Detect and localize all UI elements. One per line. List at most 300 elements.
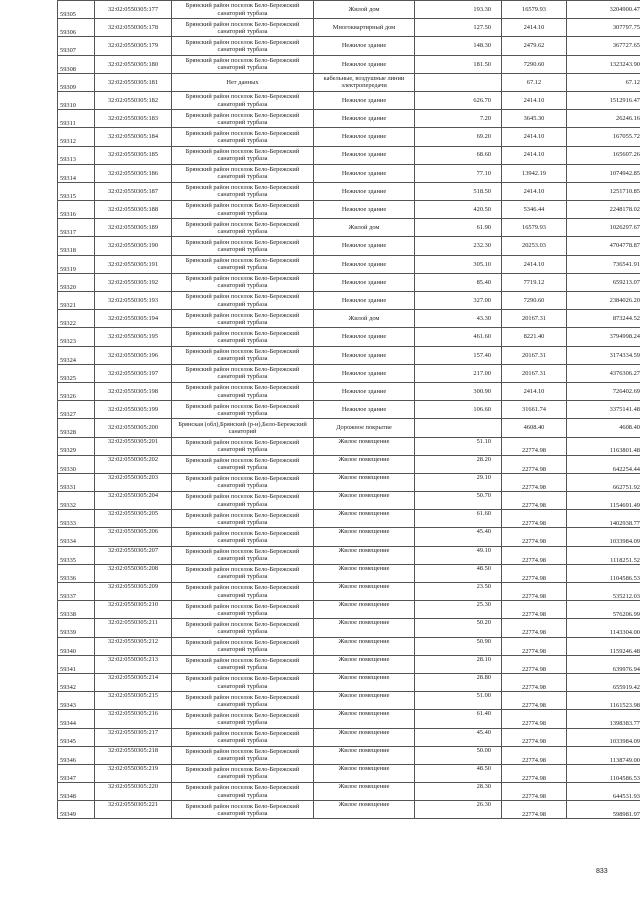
address-cell: [172, 182, 314, 200]
cadastral-cost-cell: 662751.92: [567, 473, 640, 491]
cadastral-number-cell: 32:02:0550305:184: [95, 128, 172, 146]
row-number-cell: 59340: [58, 637, 95, 655]
cadastral-cost-cell: 167055.72: [567, 128, 640, 146]
area-cell: 28.30: [415, 783, 502, 801]
object-type-cell: Жилое помещение: [314, 455, 415, 473]
address-cell: [172, 201, 314, 219]
address-cell: [172, 619, 314, 637]
area-cell: 77.10: [415, 164, 502, 182]
cadastral-cost-cell: 1161523.98: [567, 692, 640, 710]
address-line: санаторий турбаза: [217, 518, 268, 526]
cadastral-cost-cell: 598981.97: [567, 801, 640, 819]
cadastral-number-cell: 32:02:0550305:218: [95, 746, 172, 764]
address-line: Брянский район поселок Бело-Бережский: [185, 638, 300, 646]
table-row: [58, 164, 640, 182]
area-cell: 7.20: [415, 110, 502, 128]
address-cell: [172, 601, 314, 619]
address-line: Брянский район поселок Бело-Бережский: [185, 566, 300, 574]
table-row: [58, 637, 640, 655]
cadastral-number-cell: 32:02:0550305:213: [95, 655, 172, 673]
area-cell: 68.60: [415, 146, 502, 164]
address-line: санаторий турбаза: [217, 627, 268, 635]
area-cell: 148.30: [415, 37, 502, 55]
address-line: санаторий турбаза: [217, 464, 268, 472]
address-line: Брянский район поселок Бело-Бережский: [185, 529, 300, 537]
unit-price-cell: 20167.31: [502, 346, 567, 364]
object-type-cell: Жилое помещение: [314, 783, 415, 801]
row-number-cell: 59315: [58, 182, 95, 200]
cadastral-number-cell: 32:02:0550305:192: [95, 273, 172, 291]
unit-price-cell: 22774.98: [502, 710, 567, 728]
address-line: Брянский район поселок Бело-Бережский: [185, 402, 300, 410]
address-line: санаторий турбаза: [217, 318, 268, 326]
object-type-cell: Нежилое здание: [314, 146, 415, 164]
cadastral-number-cell: 32:02:0550305:201: [95, 437, 172, 455]
unit-price-cell: 22774.98: [502, 583, 567, 601]
cadastral-cost-cell: 3204900.47: [567, 1, 640, 19]
row-number-cell: 59319: [58, 255, 95, 273]
table-row: [58, 273, 640, 291]
object-type-cell: Жилое помещение: [314, 655, 415, 673]
cadastral-number-cell: 32:02:0550305:202: [95, 455, 172, 473]
cadastral-cost-cell: 535212.03: [567, 583, 640, 601]
address-line: Брянский район поселок Бело-Бережский: [185, 511, 300, 519]
table-row: [58, 746, 640, 764]
address-line: санаторий турбаза: [217, 791, 268, 799]
area-cell: 69.20: [415, 128, 502, 146]
area-cell: 45.40: [415, 528, 502, 546]
cadastral-number-cell: 32:02:0550305:195: [95, 328, 172, 346]
row-number-cell: 59330: [58, 455, 95, 473]
table-row: [58, 346, 640, 364]
cadastral-cost-cell: 1163801.48: [567, 437, 640, 455]
unit-price-cell: 22774.98: [502, 728, 567, 746]
cadastral-number-cell: 32:02:0550305:220: [95, 783, 172, 801]
cadastral-number-cell: 32:02:0550305:193: [95, 292, 172, 310]
table-row: [58, 1, 640, 19]
cadastral-cost-cell: 655919.42: [567, 673, 640, 691]
row-number-cell: 59307: [58, 37, 95, 55]
address-line: санаторий: [228, 427, 257, 435]
address-line: санаторий турбаза: [217, 500, 268, 508]
row-number-cell: 59306: [58, 19, 95, 37]
address-line: санаторий турбаза: [217, 355, 268, 363]
table-row: [58, 764, 640, 782]
area-cell: 61.40: [415, 710, 502, 728]
table-row: [58, 728, 640, 746]
address-line: Брянский район поселок Бело-Бережский: [185, 784, 300, 792]
object-type-cell: Жилое помещение: [314, 801, 415, 819]
cadastral-table: [57, 0, 640, 819]
address-cell: [172, 255, 314, 273]
cadastral-number-cell: 32:02:0550305:214: [95, 673, 172, 691]
table-row: [58, 473, 640, 491]
address-cell: [172, 310, 314, 328]
unit-price-cell: 22774.98: [502, 637, 567, 655]
address-line: Брянский район поселок Бело-Бережский: [185, 56, 300, 64]
cadastral-cost-cell: 165607.26: [567, 146, 640, 164]
address-cell: [172, 637, 314, 655]
area-cell: 29.10: [415, 473, 502, 491]
address-line: санаторий турбаза: [217, 9, 268, 17]
unit-price-cell: 22774.98: [502, 510, 567, 528]
cadastral-number-cell: 32:02:0550305:205: [95, 510, 172, 528]
object-type-cell: Нежилое здание: [314, 55, 415, 73]
cadastral-cost-cell: 726402.69: [567, 382, 640, 400]
address-line: Брянский район поселок Бело-Бережский: [185, 802, 300, 810]
unit-price-cell: 2414.10: [502, 182, 567, 200]
row-number-cell: 59309: [58, 73, 95, 91]
row-number-cell: 59347: [58, 764, 95, 782]
address-line: Брянский район поселок Бело-Бережский: [185, 384, 300, 392]
unit-price-cell: 7719.12: [502, 273, 567, 291]
table-row: [58, 128, 640, 146]
address-line: санаторий турбаза: [217, 64, 268, 72]
unit-price-cell: 22774.98: [502, 455, 567, 473]
address-line: санаторий турбаза: [217, 391, 268, 399]
area-cell: 50.90: [415, 637, 502, 655]
object-type-cell: Нежилое здание: [314, 255, 415, 273]
table-row: [58, 255, 640, 273]
row-number-cell: 59343: [58, 692, 95, 710]
address-line: Брянский район поселок Бело-Бережский: [185, 657, 300, 665]
address-line: санаторий турбаза: [217, 809, 268, 817]
object-type-cell: Нежилое здание: [314, 273, 415, 291]
row-number-cell: 59336: [58, 564, 95, 582]
area-cell: 50.70: [415, 492, 502, 510]
area-cell: 217.00: [415, 364, 502, 382]
table-row: [58, 601, 640, 619]
address-cell: [172, 764, 314, 782]
area-cell: 51.10: [415, 437, 502, 455]
table-row: [58, 219, 640, 237]
row-number-cell: 59335: [58, 546, 95, 564]
address-line: санаторий турбаза: [217, 664, 268, 672]
page-number: 833: [596, 868, 608, 875]
row-number-cell: 59329: [58, 437, 95, 455]
address-line: Брянский район поселок Бело-Бережский: [185, 20, 300, 28]
address-line: Брянский район поселок Бело-Бережский: [185, 620, 300, 628]
cadastral-number-cell: 32:02:0550305:183: [95, 110, 172, 128]
cadastral-number-cell: 32:02:0550305:177: [95, 1, 172, 19]
address-line: санаторий турбаза: [217, 45, 268, 53]
cadastral-cost-cell: 2384026.20: [567, 292, 640, 310]
address-line: санаторий турбаза: [217, 409, 268, 417]
address-line: Брянский район поселок Бело-Бережский: [185, 748, 300, 756]
unit-price-cell: 22774.98: [502, 492, 567, 510]
cadastral-cost-cell: 3794998.24: [567, 328, 640, 346]
object-type-cell: Жилое помещение: [314, 692, 415, 710]
object-type-cell: Жилое помещение: [314, 601, 415, 619]
area-cell: 305.10: [415, 255, 502, 273]
address-line: Брянский район поселок Бело-Бережский: [185, 166, 300, 174]
address-line: Брянский район поселок Бело-Бережский: [185, 2, 300, 10]
address-cell: [172, 510, 314, 528]
row-number-cell: 59326: [58, 382, 95, 400]
object-type-cell: Жилой дом: [314, 310, 415, 328]
unit-price-cell: 16579.93: [502, 219, 567, 237]
cadastral-cost-cell: 1026297.67: [567, 219, 640, 237]
cadastral-cost-cell: 1154691.49: [567, 492, 640, 510]
row-number-cell: 59346: [58, 746, 95, 764]
address-cell: [172, 783, 314, 801]
row-number-cell: 59321: [58, 292, 95, 310]
table-row: [58, 673, 640, 691]
object-type-cell: Нежилое здание: [314, 201, 415, 219]
address-line: санаторий турбаза: [217, 136, 268, 144]
row-number-cell: 59314: [58, 164, 95, 182]
address-line: Брянский район поселок Бело-Бережский: [185, 693, 300, 701]
cadastral-cost-cell: 3174334.59: [567, 346, 640, 364]
area-cell: 420.50: [415, 201, 502, 219]
row-number-cell: 59311: [58, 110, 95, 128]
area-cell: 48.50: [415, 564, 502, 582]
area-cell: 327.00: [415, 292, 502, 310]
table-row: [58, 419, 640, 437]
cadastral-cost-cell: 1033984.09: [567, 728, 640, 746]
cadastral-number-cell: 32:02:0550305:182: [95, 91, 172, 109]
row-number-cell: 59332: [58, 492, 95, 510]
unit-price-cell: 20253.03: [502, 237, 567, 255]
table-row: [58, 328, 640, 346]
address-cell: [172, 564, 314, 582]
object-type-cell: Жилое помещение: [314, 710, 415, 728]
cadastral-cost-cell: 1512916.47: [567, 91, 640, 109]
row-number-cell: 59316: [58, 201, 95, 219]
object-type-cell: Жилое помещение: [314, 510, 415, 528]
address-line: Брянский район поселок Бело-Бережский: [185, 329, 300, 337]
address-line: Брянский район поселок Бело-Бережский: [185, 457, 300, 465]
table-row: [58, 19, 640, 37]
address-line: санаторий турбаза: [217, 446, 268, 454]
unit-price-cell: 22774.98: [502, 601, 567, 619]
cadastral-number-cell: 32:02:0550305:185: [95, 146, 172, 164]
address-line: Брянский район поселок Бело-Бережский: [185, 184, 300, 192]
address-line: санаторий турбаза: [217, 646, 268, 654]
address-line: Брянский район поселок Бело-Бережский: [185, 275, 300, 283]
cadastral-number-cell: 32:02:0550305:178: [95, 19, 172, 37]
table-row: [58, 182, 640, 200]
address-cell: [172, 110, 314, 128]
cadastral-cost-cell: 1138749.00: [567, 746, 640, 764]
address-line: Брянский район поселок Бело-Бережский: [185, 202, 300, 210]
address-line: Брянский район поселок Бело-Бережский: [185, 438, 300, 446]
row-number-cell: 59334: [58, 528, 95, 546]
address-cell: [172, 55, 314, 73]
row-number-cell: 59339: [58, 619, 95, 637]
row-number-cell: 59320: [58, 273, 95, 291]
address-line: санаторий турбаза: [217, 737, 268, 745]
cadastral-cost-cell: 642254.44: [567, 455, 640, 473]
object-type-cell: Нежилое здание: [314, 182, 415, 200]
address-line: Брянский район поселок Бело-Бережский: [185, 129, 300, 137]
unit-price-cell: 2414.10: [502, 146, 567, 164]
cadastral-number-cell: 32:02:0550305:216: [95, 710, 172, 728]
address-line: санаторий турбаза: [217, 227, 268, 235]
area-cell: 157.40: [415, 346, 502, 364]
row-number-cell: 59342: [58, 673, 95, 691]
cadastral-cost-cell: 1323243.90: [567, 55, 640, 73]
table-row: [58, 37, 640, 55]
table-row: [58, 382, 640, 400]
address-cell: [172, 401, 314, 419]
unit-price-cell: 22774.98: [502, 528, 567, 546]
object-type-cell: Жилое помещение: [314, 473, 415, 491]
address-cell: [172, 346, 314, 364]
unit-price-cell: 5346.44: [502, 201, 567, 219]
address-cell: [172, 455, 314, 473]
row-number-cell: 59348: [58, 783, 95, 801]
address-line: санаторий турбаза: [217, 336, 268, 344]
object-type-cell: кабельные, воздушные линии электропередачи: [314, 73, 415, 91]
cadastral-cost-cell: 26246.16: [567, 110, 640, 128]
table-row: [58, 710, 640, 728]
cadastral-number-cell: 32:02:0550305:198: [95, 382, 172, 400]
row-number-cell: 59310: [58, 91, 95, 109]
address-line: санаторий турбаза: [217, 718, 268, 726]
address-line: санаторий турбаза: [217, 609, 268, 617]
row-number-cell: 59331: [58, 473, 95, 491]
area-cell: 28.20: [415, 455, 502, 473]
address-cell: [172, 437, 314, 455]
cadastral-number-cell: 32:02:0550305:211: [95, 619, 172, 637]
table-row: [58, 110, 640, 128]
cadastral-number-cell: 32:02:0550305:197: [95, 364, 172, 382]
area-cell: 61.90: [415, 219, 502, 237]
object-type-cell: Жилое помещение: [314, 564, 415, 582]
area-cell: 50.00: [415, 746, 502, 764]
unit-price-cell: 8221.40: [502, 328, 567, 346]
address-line: санаторий турбаза: [217, 373, 268, 381]
area-cell: 106.60: [415, 401, 502, 419]
address-line: Брянский район поселок Бело-Бережский: [185, 729, 300, 737]
area-cell: 49.10: [415, 546, 502, 564]
unit-price-cell: 22774.98: [502, 546, 567, 564]
table-row: [58, 437, 640, 455]
address-cell: [172, 655, 314, 673]
unit-price-cell: 3645.30: [502, 110, 567, 128]
cadastral-number-cell: 32:02:0550305:203: [95, 473, 172, 491]
cadastral-number-cell: 32:02:0550305:217: [95, 728, 172, 746]
cadastral-number-cell: 32:02:0550305:196: [95, 346, 172, 364]
cadastral-cost-cell: 4376306.27: [567, 364, 640, 382]
address-cell: [172, 292, 314, 310]
object-type-cell: Жилое помещение: [314, 728, 415, 746]
unit-price-cell: 4608.40: [502, 419, 567, 437]
row-number-cell: 59322: [58, 310, 95, 328]
table-row: [58, 801, 640, 819]
address-cell: [172, 746, 314, 764]
address-line: санаторий турбаза: [217, 682, 268, 690]
cadastral-cost-cell: 4608.40: [567, 419, 640, 437]
object-type-cell: Жилое помещение: [314, 546, 415, 564]
address-line: санаторий турбаза: [217, 773, 268, 781]
area-cell: 45.40: [415, 728, 502, 746]
cadastral-number-cell: 32:02:0550305:191: [95, 255, 172, 273]
area-cell: 50.20: [415, 619, 502, 637]
cadastral-number-cell: 32:02:0550305:194: [95, 310, 172, 328]
row-number-cell: 59327: [58, 401, 95, 419]
object-type-cell: Жилое помещение: [314, 528, 415, 546]
unit-price-cell: 67.12: [502, 73, 567, 91]
address-line: Брянский район поселок Бело-Бережский: [185, 366, 300, 374]
area-cell: 300.90: [415, 382, 502, 400]
address-line: санаторий турбаза: [217, 282, 268, 290]
address-line: санаторий турбаза: [217, 191, 268, 199]
unit-price-cell: 2414.10: [502, 382, 567, 400]
unit-price-cell: 20167.31: [502, 364, 567, 382]
address-line: Брянский район поселок Бело-Бережский: [185, 675, 300, 683]
object-type-cell: Жилое помещение: [314, 673, 415, 691]
cadastral-cost-cell: 1398383.77: [567, 710, 640, 728]
area-cell: 28.10: [415, 655, 502, 673]
cadastral-number-cell: 32:02:0550305:189: [95, 219, 172, 237]
cadastral-number-cell: 32:02:0550305:219: [95, 764, 172, 782]
cadastral-cost-cell: 873244.52: [567, 310, 640, 328]
object-type-cell: Нежилое здание: [314, 382, 415, 400]
address-cell: [172, 382, 314, 400]
row-number-cell: 59333: [58, 510, 95, 528]
table-row: [58, 655, 640, 673]
row-number-cell: 59345: [58, 728, 95, 746]
address-line: Брянский район поселок Бело-Бережский: [185, 475, 300, 483]
address-line: санаторий турбаза: [217, 209, 268, 217]
unit-price-cell: 22774.98: [502, 783, 567, 801]
cadastral-cost-cell: 3375141.48: [567, 401, 640, 419]
table-row: [58, 401, 640, 419]
object-type-cell: Нежилое здание: [314, 37, 415, 55]
address-cell: [172, 37, 314, 55]
object-type-cell: Жилое помещение: [314, 619, 415, 637]
row-number-cell: 59308: [58, 55, 95, 73]
object-type-cell: Нежилое здание: [314, 237, 415, 255]
address-line: санаторий турбаза: [217, 700, 268, 708]
cadastral-number-cell: 32:02:0550305:190: [95, 237, 172, 255]
area-cell: 626.70: [415, 91, 502, 109]
area-cell: 461.60: [415, 328, 502, 346]
address-line: Брянский район поселок Бело-Бережский: [185, 584, 300, 592]
cadastral-number-cell: 32:02:0550305:210: [95, 601, 172, 619]
address-line: Брянский район поселок Бело-Бережский: [185, 602, 300, 610]
row-number-cell: 59338: [58, 601, 95, 619]
area-cell: 48.50: [415, 764, 502, 782]
address-line: санаторий турбаза: [217, 246, 268, 254]
table-row: [58, 583, 640, 601]
address-cell: [172, 73, 314, 91]
table-row: [58, 292, 640, 310]
address-cell: [172, 364, 314, 382]
unit-price-cell: 13942.19: [502, 164, 567, 182]
address-line: Брянский район поселок Бело-Бережский: [185, 347, 300, 355]
cadastral-cost-cell: 639976.94: [567, 655, 640, 673]
row-number-cell: 59305: [58, 1, 95, 19]
area-cell: 25.30: [415, 601, 502, 619]
unit-price-cell: 7290.60: [502, 292, 567, 310]
object-type-cell: Нежилое здание: [314, 128, 415, 146]
object-type-cell: Нежилое здание: [314, 91, 415, 109]
cadastral-number-cell: 32:02:0550305:204: [95, 492, 172, 510]
object-type-cell: Жилой дом: [314, 1, 415, 19]
unit-price-cell: 2414.10: [502, 91, 567, 109]
address-line: санаторий турбаза: [217, 591, 268, 599]
cadastral-number-cell: 32:02:0550305:187: [95, 182, 172, 200]
address-cell: [172, 473, 314, 491]
address-line: санаторий турбаза: [217, 155, 268, 163]
object-type-cell: Нежилое здание: [314, 346, 415, 364]
cadastral-number-cell: 32:02:0550305:199: [95, 401, 172, 419]
table-row: [58, 310, 640, 328]
unit-price-cell: 22774.98: [502, 746, 567, 764]
